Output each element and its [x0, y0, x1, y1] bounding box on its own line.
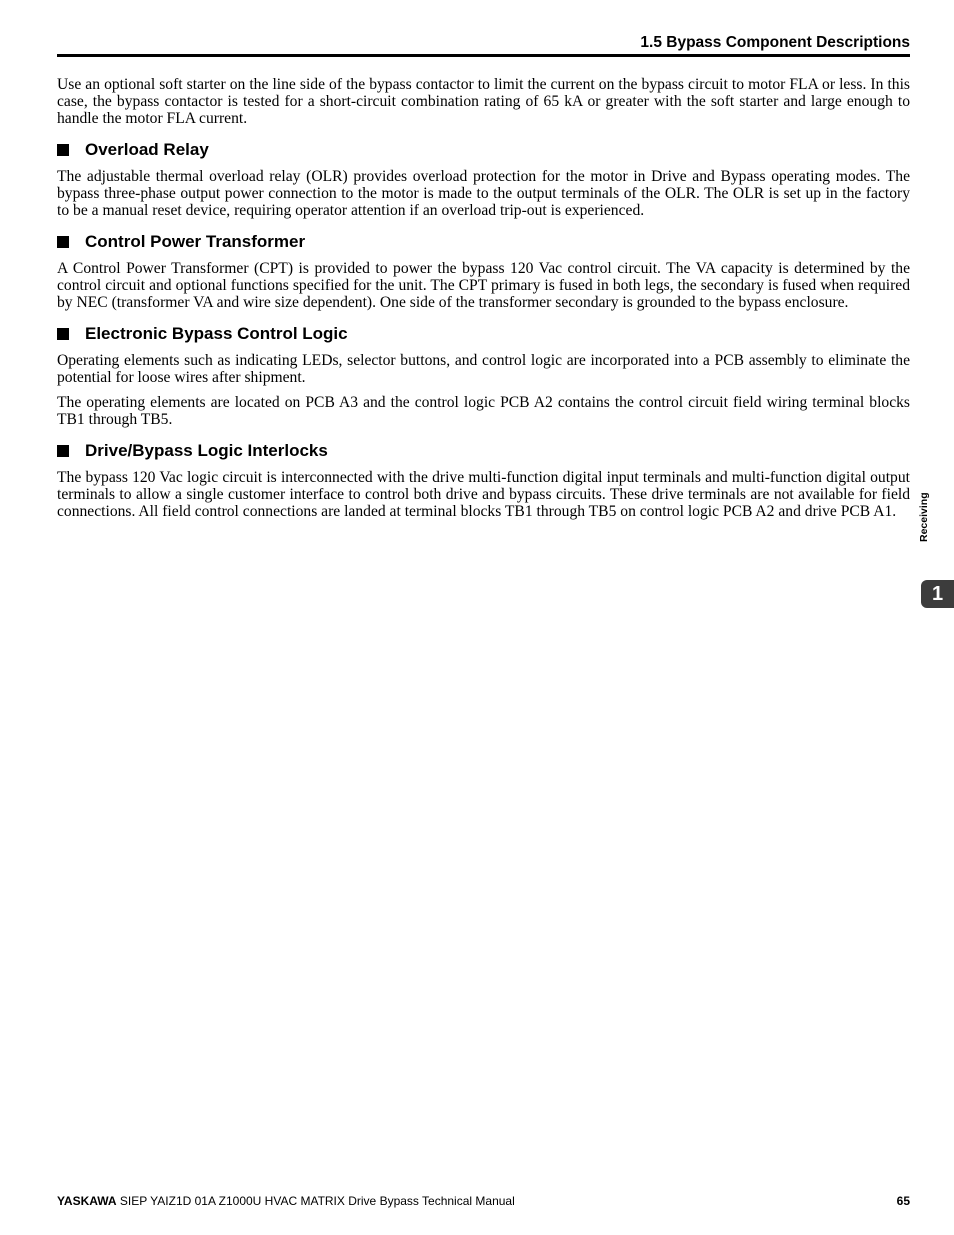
square-bullet-icon: [57, 236, 69, 248]
control-power-transformer-paragraph: A Control Power Transformer (CPT) is provided to power the bypass 120 Vac control circuit. The VA capacity is determined by the control circuit and optional functions specified for the unit. The CPT primary is fused in both legs, the secondary is fused when required by NEC (transformer VA and wire size dependent). One side of the transformer secondary is grounded to the bypass enclosure.: [57, 260, 910, 311]
page-header-title: 1.5 Bypass Component Descriptions: [640, 34, 910, 51]
section-heading-overload-relay: [57, 140, 910, 160]
chapter-tab: 1: [921, 580, 954, 608]
footer-manual-title: [57, 1194, 515, 1208]
intro-paragraph: Use an optional soft starter on the line side of the bypass contactor to limit the current on the bypass circuit to motor FLA or less. In this case, the bypass contactor is tested for a short-circuit combination rating of 65 kA or greater with the soft starter and large enough to handle the motor FLA current.: [57, 76, 910, 127]
page-footer: [57, 1194, 910, 1208]
electronic-bypass-paragraph-2: The operating elements are located on PCB A3 and the control logic PCB A2 contains the control circuit field wiring terminal blocks TB1 through TB5.: [57, 394, 910, 428]
overload-relay-paragraph: The adjustable thermal overload relay (OLR) provides overload protection for the motor in Drive and Bypass operating modes. The bypass three-phase output power connection to the motor is made to the output terminals of the OLR. The OLR is set up in the factory to be a manual reset device, requiring operator attention if an overload trip-out is experienced.: [57, 168, 910, 219]
section-heading-text: Drive/Bypass Logic Interlocks: [85, 441, 328, 460]
drive-bypass-interlocks-paragraph: The bypass 120 Vac logic circuit is interconnected with the drive multi-function digital input terminals and multi-function digital output terminals to allow a single customer interface to control both drive and bypass circuits. These drive terminals are not available for field connections. All field control connections are landed at terminal blocks TB1 through TB5 on control logic PCB A2 and drive PCB A1.: [57, 469, 910, 520]
footer-brand: YASKAWA: [57, 1194, 117, 1208]
page-number: 65: [896, 1194, 910, 1208]
section-heading-text: Control Power Transformer: [85, 232, 306, 251]
header-rule: [57, 54, 910, 57]
square-bullet-icon: [57, 445, 69, 457]
section-heading-control-power-transformer: [57, 232, 910, 252]
square-bullet-icon: [57, 328, 69, 340]
square-bullet-icon: [57, 144, 69, 156]
section-heading-electronic-bypass-control-logic: [57, 324, 910, 344]
section-heading-text: Overload Relay: [85, 140, 209, 159]
electronic-bypass-paragraph-1: Operating elements such as indicating LEDs, selector buttons, and control logic are incorporated into a PCB assembly to eliminate the potential for loose wires after shipment.: [57, 352, 910, 386]
footer-manual-name: SIEP YAIZ1D 01A Z1000U HVAC MATRIX Drive Bypass Technical Manual: [119, 1194, 515, 1208]
side-tab-label: Receiving: [918, 492, 930, 542]
section-heading-text: Electronic Bypass Control Logic: [85, 324, 348, 343]
section-heading-drive-bypass-logic-interlocks: [57, 441, 910, 461]
page-content: [57, 76, 910, 520]
